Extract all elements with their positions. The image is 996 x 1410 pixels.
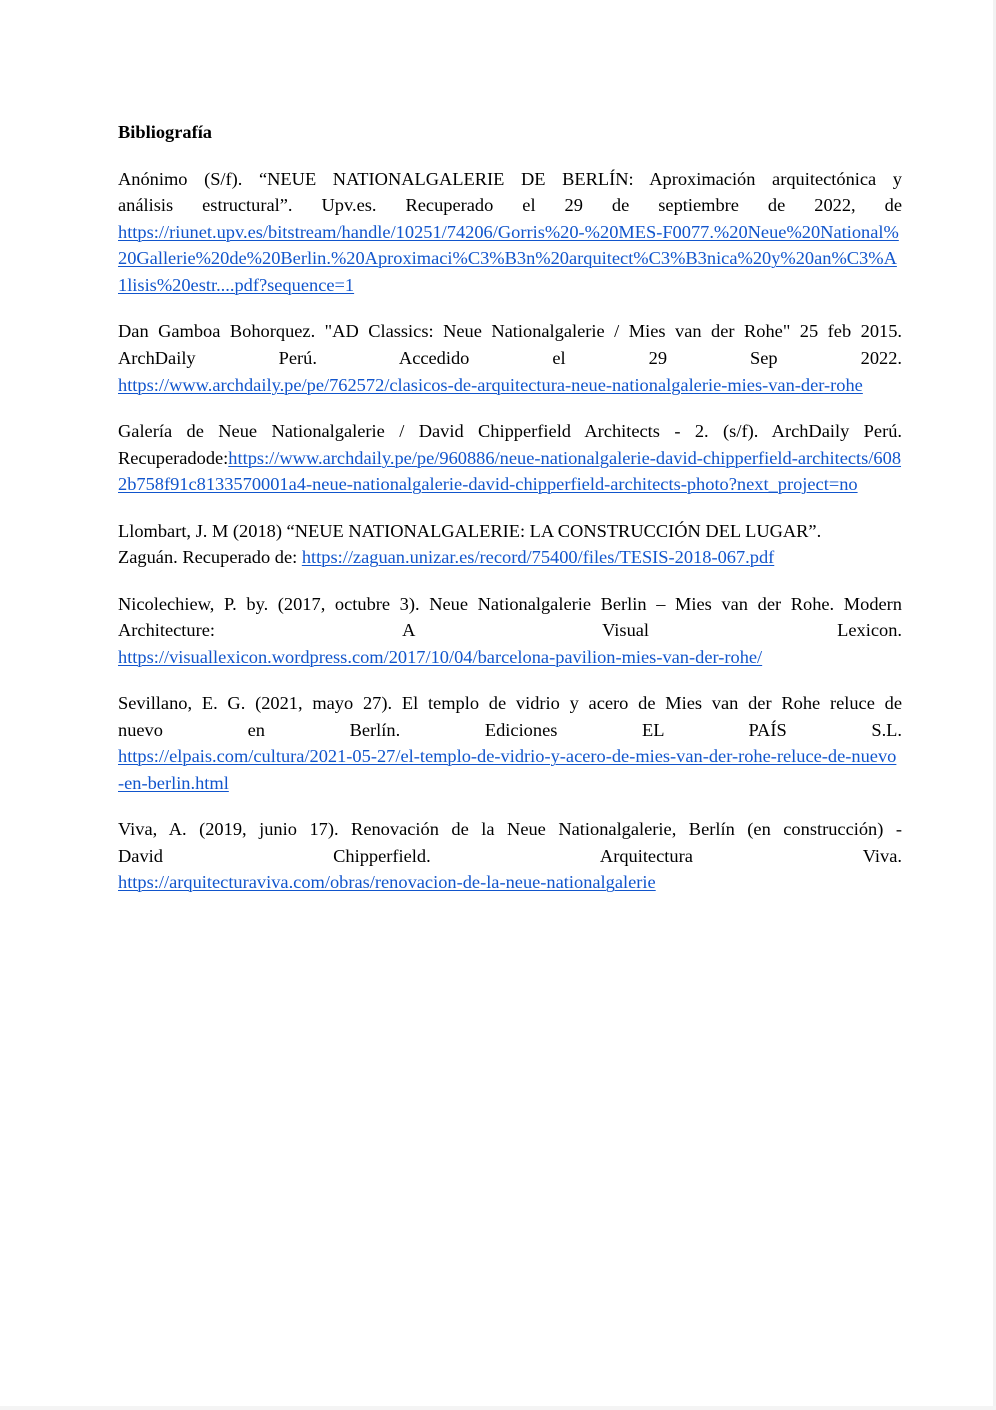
bibliography-entry (118, 690, 902, 796)
entry-link[interactable]: https://www.archdaily.pe/pe/960886/neue-nationalgalerie-david-chipperfield-architects/6082b758f91c8133570001a4-neue-nationalgalerie-david-chipperfield-architects-photo?next_project=no (118, 447, 902, 495)
entry-text-line: Llombart, J. M (2018) “NEUE NATIONALGALERIE: LA CONSTRUCCIÓN DEL LUGAR”. (118, 520, 822, 541)
bibliography-entry (118, 318, 902, 398)
entry-text-line: Viva, A. (2019, junio 17). Renovación de la Neue Nationalgalerie, Berlín (en construcción) - (118, 819, 902, 840)
bibliography-heading: Bibliografía (118, 122, 213, 142)
entry-link[interactable]: https://riunet.upv.es/bitstream/handle/10251/74206/Gorris%20-%20MES-F0077.%20Neue%20National%20Gallerie%20de%20Berlin.%20Aproximaci%C3%B3n%20arquitect%C3%B3nica%20y%20an%C3%A1lisis%20estr....pdf?sequence=1 (118, 221, 899, 295)
entry-text-line: ArchDaily Perú. Accedido el 29 Sep 2022. (118, 347, 902, 368)
entry-link[interactable]: https://www.archdaily.pe/pe/762572/clasicos-de-arquitectura-neue-nationalgalerie-mies-van-der-rohe (118, 374, 863, 395)
entry-text-line: Sevillano, E. G. (2021, mayo 27). El templo de vidrio y acero de Mies van der Rohe reluce de (118, 693, 902, 714)
entry-text-line: Galería de Neue Nationalgalerie / David Chipperfield Architects - 2. (s/f). ArchDaily Perú. (118, 420, 902, 441)
entry-text-line: Anónimo (S/f). “NEUE NATIONALGALERIE DE BERLÍN: Aproximación arquitectónica y (118, 168, 902, 189)
entry-text-line: Architecture: A Visual Lexicon. (118, 620, 902, 641)
entry-text-line: nuevo en Berlín. Ediciones EL PAÍS S.L. (118, 719, 902, 740)
entry-link[interactable]: https://arquitecturaviva.com/obras/renovacion-de-la-neue-nationalgalerie (118, 872, 656, 893)
entry-text-line: David Chipperfield. Arquitectura Viva. (118, 845, 902, 866)
bibliography-entry (118, 166, 902, 299)
entry-text-line: Zaguán. Recuperado de: (118, 547, 302, 568)
bibliography-entry (118, 418, 902, 498)
entry-link[interactable]: https://elpais.com/cultura/2021-05-27/el-templo-de-vidrio-y-acero-de-mies-van-der-rohe-reluce-de-nuevo-en-berlin.html (118, 746, 897, 793)
entry-text-line: Nicolechiew, P. by. (2017, octubre 3). Neue Nationalgalerie Berlin – Mies van der Rohe. Modern (118, 593, 902, 614)
entry-text-line: Recuperadode: (118, 447, 229, 468)
entry-text-line: Dan Gamboa Bohorquez. "AD Classics: Neue Nationalgalerie / Mies van der Rohe" 25 feb 2015. (118, 321, 902, 342)
bibliography-entry (118, 518, 902, 571)
bibliography-entry (118, 816, 902, 896)
entry-text-line: análisis estructural”. Upv.es. Recuperado el 29 de septiembre de 2022, de (118, 195, 902, 216)
bibliography-entry (118, 591, 902, 671)
entry-link[interactable]: https://zaguan.unizar.es/record/75400/files/TESIS-2018-067.pdf (301, 547, 775, 568)
entry-link[interactable]: https://visuallexicon.wordpress.com/2017/10/04/barcelona-pavilion-mies-van-der-rohe/ (118, 646, 763, 667)
bibliography-section (118, 119, 902, 916)
